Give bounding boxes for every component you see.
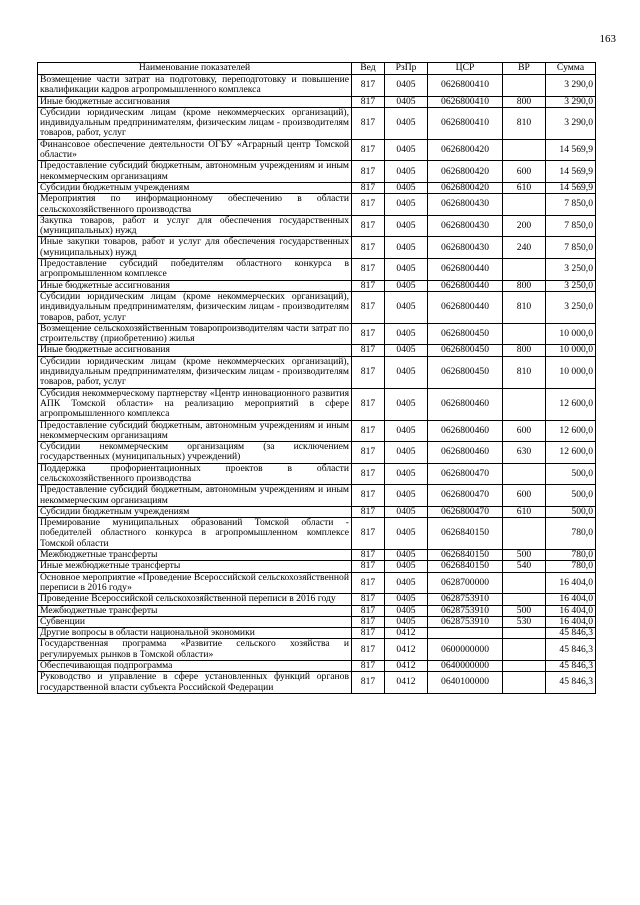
row-ved: 817 <box>352 420 385 442</box>
row-vr: 800 <box>503 280 546 291</box>
row-sum: 7 850,0 <box>546 194 596 216</box>
row-sum: 12 600,0 <box>546 420 596 442</box>
row-csr: 0626800440 <box>428 280 503 291</box>
row-vr: 810 <box>503 291 546 323</box>
row-vr <box>503 628 546 639</box>
row-rzpr: 0405 <box>385 420 428 442</box>
row-sum: 3 250,0 <box>546 259 596 281</box>
row-csr: 0626800410 <box>428 107 503 139</box>
row-rzpr: 0405 <box>385 259 428 281</box>
row-vr <box>503 388 546 420</box>
row-name: Мероприятия по информационному обеспечению в области сельскохозяйственного производства <box>38 194 352 216</box>
row-name: Субсидии некоммерческим организациям (за исключением государственных (муниципальных) учреждений) <box>38 442 352 464</box>
row-sum: 45 846,3 <box>546 628 596 639</box>
row-sum: 45 846,3 <box>546 672 596 694</box>
table-row <box>38 550 596 561</box>
row-vr <box>503 518 546 550</box>
row-ved: 817 <box>352 259 385 281</box>
row-ved: 817 <box>352 182 385 193</box>
row-rzpr: 0405 <box>385 161 428 183</box>
row-vr <box>503 259 546 281</box>
table-row <box>38 280 596 291</box>
row-ved: 817 <box>352 605 385 616</box>
row-vr <box>503 323 546 345</box>
row-name: Субсидии юридическим лицам (кроме некоммерческих организаций), индивидуальным предпринимателям, физическим лицам - производителям товаров, работ, услуг <box>38 356 352 388</box>
row-csr: 0626800410 <box>428 75 503 97</box>
table-row <box>38 420 596 442</box>
column-header-rzpr: РзПр <box>385 63 428 75</box>
table-row <box>38 215 596 237</box>
row-csr: 0628753910 <box>428 605 503 616</box>
row-csr: 0626800410 <box>428 96 503 107</box>
table-row <box>38 182 596 193</box>
row-csr: 0626800470 <box>428 463 503 485</box>
row-ved: 817 <box>352 161 385 183</box>
row-ved: 817 <box>352 345 385 356</box>
row-csr: 0626800450 <box>428 323 503 345</box>
row-ved: 817 <box>352 75 385 97</box>
row-vr: 600 <box>503 161 546 183</box>
row-vr: 600 <box>503 485 546 507</box>
row-ved: 817 <box>352 518 385 550</box>
row-vr: 800 <box>503 345 546 356</box>
table-row <box>38 616 596 627</box>
row-sum: 500,0 <box>546 506 596 517</box>
table-row <box>38 194 596 216</box>
table-header-row <box>38 63 596 75</box>
row-name: Возмещение части затрат на подготовку, переподготовку и повышение квалификации кадров агропромышленного комплекса <box>38 75 352 97</box>
table-row <box>38 628 596 639</box>
row-vr <box>503 194 546 216</box>
column-header-ved: Вед <box>352 63 385 75</box>
row-name: Финансовое обеспечение деятельности ОГБУ «Аграрный центр Томской области» <box>38 139 352 161</box>
column-header-name: Наименование показателей <box>38 63 352 75</box>
row-name: Субвенции <box>38 616 352 627</box>
row-csr: 0628753910 <box>428 594 503 605</box>
row-rzpr: 0412 <box>385 639 428 661</box>
table-row <box>38 561 596 572</box>
row-name: Иные межбюджетные трансферты <box>38 561 352 572</box>
row-rzpr: 0405 <box>385 594 428 605</box>
row-csr: 0626840150 <box>428 550 503 561</box>
row-sum: 3 290,0 <box>546 107 596 139</box>
row-name: Поддержка профориентационных проектов в области сельскохозяйственного производства <box>38 463 352 485</box>
row-name: Руководство и управление в сфере установленных функций органов государственной власти субъекта Российской Федерации <box>38 672 352 694</box>
row-vr: 610 <box>503 182 546 193</box>
row-sum: 7 850,0 <box>546 237 596 259</box>
row-rzpr: 0405 <box>385 572 428 594</box>
row-rzpr: 0405 <box>385 506 428 517</box>
row-csr: 0626800430 <box>428 194 503 216</box>
row-vr <box>503 75 546 97</box>
row-vr <box>503 463 546 485</box>
row-csr: 0628753910 <box>428 616 503 627</box>
row-name: Предоставление субсидий бюджетным, автономным учреждениям и иным некоммерческим организациям <box>38 161 352 183</box>
row-ved: 817 <box>352 463 385 485</box>
row-csr: 0626840150 <box>428 561 503 572</box>
row-ved: 817 <box>352 139 385 161</box>
row-rzpr: 0405 <box>385 107 428 139</box>
row-rzpr: 0405 <box>385 605 428 616</box>
table-row <box>38 96 596 107</box>
row-vr: 630 <box>503 442 546 464</box>
row-vr: 530 <box>503 616 546 627</box>
table-row <box>38 594 596 605</box>
row-ved: 817 <box>352 661 385 672</box>
row-csr: 0626800450 <box>428 345 503 356</box>
table-row <box>38 388 596 420</box>
row-sum: 780,0 <box>546 518 596 550</box>
row-vr: 240 <box>503 237 546 259</box>
row-name: Субсидии бюджетным учреждениям <box>38 506 352 517</box>
row-ved: 817 <box>352 388 385 420</box>
row-rzpr: 0405 <box>385 215 428 237</box>
row-rzpr: 0405 <box>385 345 428 356</box>
table-row <box>38 161 596 183</box>
row-name: Обеспечивающая подпрограмма <box>38 661 352 672</box>
row-ved: 817 <box>352 280 385 291</box>
table-row <box>38 605 596 616</box>
table-row <box>38 139 596 161</box>
row-sum: 14 569,9 <box>546 161 596 183</box>
row-sum: 780,0 <box>546 561 596 572</box>
row-name: Проведение Всероссийской сельскохозяйственной переписи в 2016 году <box>38 594 352 605</box>
row-rzpr: 0405 <box>385 237 428 259</box>
row-ved: 817 <box>352 107 385 139</box>
table-row <box>38 259 596 281</box>
row-sum: 780,0 <box>546 550 596 561</box>
row-rzpr: 0405 <box>385 96 428 107</box>
table-row <box>38 672 596 694</box>
row-sum: 14 569,9 <box>546 182 596 193</box>
row-ved: 817 <box>352 291 385 323</box>
row-name: Государственная программа «Развитие сельского хозяйства и регулируемых рынков в Томской области» <box>38 639 352 661</box>
row-rzpr: 0405 <box>385 194 428 216</box>
row-ved: 817 <box>352 442 385 464</box>
row-rzpr: 0405 <box>385 561 428 572</box>
row-vr <box>503 594 546 605</box>
table-row <box>38 463 596 485</box>
table-row <box>38 237 596 259</box>
row-rzpr: 0405 <box>385 139 428 161</box>
row-name: Межбюджетные трансферты <box>38 550 352 561</box>
table-row <box>38 107 596 139</box>
row-name: Основное мероприятие «Проведение Всероссийской сельскохозяйственной переписи в 2016 году» <box>38 572 352 594</box>
row-csr: 0626800470 <box>428 485 503 507</box>
row-csr: 0628700000 <box>428 572 503 594</box>
row-sum: 16 404,0 <box>546 594 596 605</box>
row-sum: 3 290,0 <box>546 75 596 97</box>
row-csr: 0640100000 <box>428 672 503 694</box>
row-csr: 0640000000 <box>428 661 503 672</box>
row-ved: 817 <box>352 96 385 107</box>
column-header-sum: Сумма <box>546 63 596 75</box>
row-name: Субсидии юридическим лицам (кроме некоммерческих организаций), индивидуальным предпринимателям, физическим лицам - производителям товаров, работ, услуг <box>38 291 352 323</box>
table-row <box>38 291 596 323</box>
row-csr: 0626800430 <box>428 215 503 237</box>
row-vr: 600 <box>503 420 546 442</box>
row-csr: 0626800420 <box>428 182 503 193</box>
row-ved: 817 <box>352 639 385 661</box>
row-name: Предоставление субсидий победителям областного конкурса в агропромышленном комплексе <box>38 259 352 281</box>
row-vr: 800 <box>503 96 546 107</box>
row-vr: 500 <box>503 605 546 616</box>
row-name: Иные бюджетные ассигнования <box>38 345 352 356</box>
row-csr: 0626800430 <box>428 237 503 259</box>
row-csr: 0626800420 <box>428 161 503 183</box>
row-rzpr: 0405 <box>385 291 428 323</box>
table-row <box>38 356 596 388</box>
row-name: Возмещение сельскохозяйственным товаропроизводителям части затрат по строительству (приобретению) жилья <box>38 323 352 345</box>
row-vr <box>503 139 546 161</box>
row-csr <box>428 628 503 639</box>
row-sum: 16 404,0 <box>546 616 596 627</box>
row-name: Иные бюджетные ассигнования <box>38 96 352 107</box>
row-csr: 0626800440 <box>428 259 503 281</box>
row-vr: 500 <box>503 550 546 561</box>
row-sum: 7 850,0 <box>546 215 596 237</box>
row-csr: 0626800460 <box>428 388 503 420</box>
row-sum: 3 290,0 <box>546 96 596 107</box>
row-ved: 817 <box>352 506 385 517</box>
row-ved: 817 <box>352 628 385 639</box>
row-name: Иные бюджетные ассигнования <box>38 280 352 291</box>
column-header-csr: ЦСР <box>428 63 503 75</box>
row-ved: 817 <box>352 594 385 605</box>
row-vr: 610 <box>503 506 546 517</box>
row-ved: 817 <box>352 237 385 259</box>
row-ved: 817 <box>352 323 385 345</box>
table-row <box>38 485 596 507</box>
row-sum: 14 569,9 <box>546 139 596 161</box>
row-ved: 817 <box>352 572 385 594</box>
table-row <box>38 661 596 672</box>
row-vr: 540 <box>503 561 546 572</box>
column-header-vr: ВР <box>503 63 546 75</box>
row-rzpr: 0405 <box>385 485 428 507</box>
row-rzpr: 0405 <box>385 280 428 291</box>
table-body <box>38 75 596 694</box>
row-vr: 810 <box>503 356 546 388</box>
row-sum: 12 600,0 <box>546 388 596 420</box>
budget-table <box>37 62 596 694</box>
row-rzpr: 0412 <box>385 628 428 639</box>
table-row <box>38 75 596 97</box>
page-number: 163 <box>599 33 616 45</box>
row-vr <box>503 572 546 594</box>
row-ved: 817 <box>352 616 385 627</box>
row-sum: 3 250,0 <box>546 291 596 323</box>
row-sum: 45 846,3 <box>546 661 596 672</box>
row-sum: 500,0 <box>546 485 596 507</box>
table-row <box>38 572 596 594</box>
row-ved: 817 <box>352 550 385 561</box>
row-name: Субсидии юридическим лицам (кроме некоммерческих организаций), индивидуальным предпринимателям, физическим лицам - производителям товаров, работ, услуг <box>38 107 352 139</box>
row-rzpr: 0405 <box>385 550 428 561</box>
row-name: Межбюджетные трансферты <box>38 605 352 616</box>
row-vr <box>503 639 546 661</box>
row-sum: 500,0 <box>546 463 596 485</box>
row-ved: 817 <box>352 215 385 237</box>
row-name: Предоставление субсидий бюджетным, автономным учреждениям и иным некоммерческим организациям <box>38 485 352 507</box>
row-ved: 817 <box>352 485 385 507</box>
row-name: Предоставление субсидий бюджетным, автономным учреждениям и иным некоммерческим организациям <box>38 420 352 442</box>
row-rzpr: 0405 <box>385 356 428 388</box>
row-rzpr: 0405 <box>385 182 428 193</box>
row-rzpr: 0405 <box>385 463 428 485</box>
row-csr: 0626800450 <box>428 356 503 388</box>
row-vr: 200 <box>503 215 546 237</box>
row-rzpr: 0405 <box>385 323 428 345</box>
row-sum: 10 000,0 <box>546 356 596 388</box>
row-rzpr: 0412 <box>385 672 428 694</box>
row-sum: 45 846,3 <box>546 639 596 661</box>
row-sum: 10 000,0 <box>546 345 596 356</box>
table-row <box>38 345 596 356</box>
row-sum: 16 404,0 <box>546 572 596 594</box>
table-row <box>38 518 596 550</box>
row-rzpr: 0405 <box>385 616 428 627</box>
row-name: Субсидия некоммерческому партнерству «Центр инновационного развития АПК Томской области» на реализацию мероприятий в сфере агропромышленного комплекса <box>38 388 352 420</box>
row-sum: 16 404,0 <box>546 605 596 616</box>
row-ved: 817 <box>352 356 385 388</box>
row-sum: 10 000,0 <box>546 323 596 345</box>
row-ved: 817 <box>352 672 385 694</box>
row-sum: 12 600,0 <box>546 442 596 464</box>
row-vr <box>503 672 546 694</box>
row-rzpr: 0405 <box>385 518 428 550</box>
table-row <box>38 506 596 517</box>
row-sum: 3 250,0 <box>546 280 596 291</box>
row-name: Другие вопросы в области национальной экономики <box>38 628 352 639</box>
row-vr: 810 <box>503 107 546 139</box>
table-row <box>38 442 596 464</box>
row-name: Иные закупки товаров, работ и услуг для обеспечения государственных (муниципальных) нужд <box>38 237 352 259</box>
row-csr: 0626800470 <box>428 506 503 517</box>
table-row <box>38 323 596 345</box>
row-vr <box>503 661 546 672</box>
row-rzpr: 0412 <box>385 661 428 672</box>
row-name: Закупка товаров, работ и услуг для обеспечения государственных (муниципальных) нужд <box>38 215 352 237</box>
table-row <box>38 639 596 661</box>
row-ved: 817 <box>352 194 385 216</box>
row-ved: 817 <box>352 561 385 572</box>
row-rzpr: 0405 <box>385 442 428 464</box>
row-name: Субсидии бюджетным учреждениям <box>38 182 352 193</box>
row-csr: 0626800460 <box>428 442 503 464</box>
row-csr: 0600000000 <box>428 639 503 661</box>
row-rzpr: 0405 <box>385 75 428 97</box>
row-csr: 0626800460 <box>428 420 503 442</box>
row-rzpr: 0405 <box>385 388 428 420</box>
row-csr: 0626840150 <box>428 518 503 550</box>
row-name: Премирование муниципальных образований Томской области - победителей областного конкурса в агропромышленном комплексе Томской области <box>38 518 352 550</box>
row-csr: 0626800420 <box>428 139 503 161</box>
row-csr: 0626800440 <box>428 291 503 323</box>
